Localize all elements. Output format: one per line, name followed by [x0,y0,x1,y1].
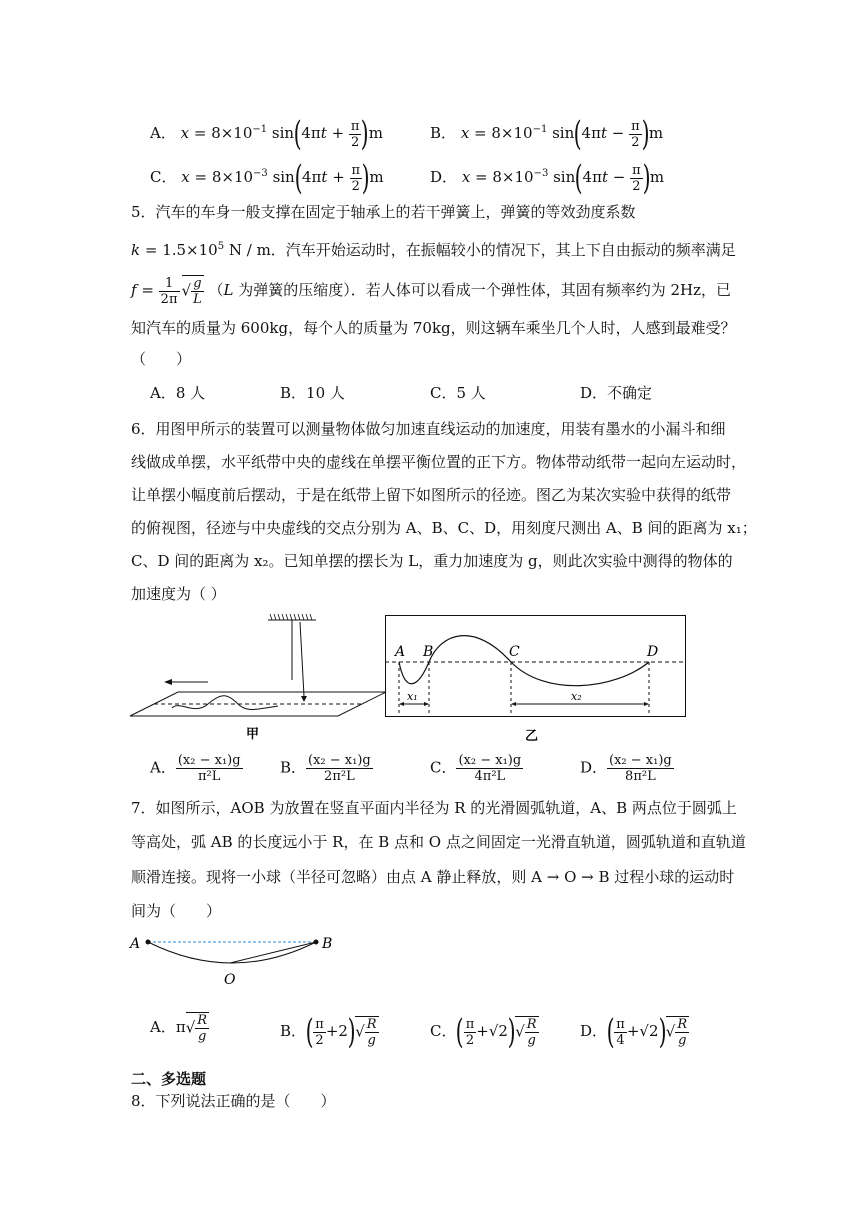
q5-line-3: f = $\frac{1}{2\pi}$ √ $\frac{g}{L}$ （L 为弹簧的压缩度）．若人体可以看成一个弹性体，其固有频率约为 2Hz，已 [131,275,732,307]
q4-option-a[interactable]: A． $x = 8\times 10^{-1}$ sin(4πt + $\frac{\pi}{2}$ )m [150,114,383,154]
q6-line-1: 6．用图甲所示的装置可以测量物体做匀加速直线运动的加速度，用装有墨水的小漏斗和细 [131,420,726,438]
fig-label-d: D [647,644,659,660]
section-heading-multi-choice: 二、多选题 [131,1070,207,1088]
fig-q7-label-b: B [322,936,333,952]
figure-jia [128,612,388,742]
q6-line-3: 让单摆小幅度前后摆动，于是在纸带上留下如图所示的径迹。图乙为某次实验中获得的纸带 [131,486,732,504]
q6-option-b[interactable]: B． $\frac{\text{(x₂ − x₁)g}}{\text{2π²L}}$ [280,753,371,784]
fig-label-a: A [395,644,406,660]
q6-line-4: 的俯视图，径迹与中央虚线的交点分别为 A、B、C、D，用刻度尺测出 A、B 间的距离为 x₁； [131,519,757,537]
q6-line-6: 加速度为（ ） [131,585,226,603]
q5-line-5: （ ） [131,350,192,368]
fig-label-b: B [423,644,434,660]
q7-line-2: 等高处，弧 AB 的长度远小于 R，在 B 点和 O 点之间固定一光滑直轨道，圆弧轨道和直轨道 [131,833,746,851]
fig-label-x2: x₂ [571,690,582,703]
q7-option-a[interactable]: A．π√ $\frac{R}{g}$ [150,1013,208,1044]
figure-yi [385,612,690,747]
q6-line-2: 线做成单摆，水平纸带中央的虚线在单摆平衡位置的正下方。物体带动纸带一起向左运动时， [131,453,747,471]
q4-option-d[interactable]: D． $x = 8\times 10^{-3}$ sin(4πt − $\frac{\pi}{2}$ )m [430,158,665,198]
fig-label-yi: 乙 [525,729,539,744]
q6-line-5: C、D 间的距离为 x₂。已知单摆的摆长为 L，重力加速度为 g，则此次实验中测得的物体的 [131,552,733,570]
q7-line-4: 间为（ ） [131,902,222,920]
fig-label-c: C [509,644,520,660]
q5-option-c[interactable]: C．5 人 [430,384,486,402]
fig-q7-label-a: A [130,936,141,952]
q4-option-b[interactable]: B． $x = 8\times 10^{-1}$ sin(4πt − $\frac{\pi}{2}$ )m [430,114,664,154]
q7-line-1: 7．如图所示，AOB 为放置在竖直平面内半径为 R 的光滑圆弧轨道，A、B 两点位于圆弧上 [131,799,737,817]
q7-option-b[interactable]: B．( $\frac{\pi}{2}$ +2)√ $\frac{R}{g}$ [280,1012,377,1052]
q6-option-d[interactable]: D． $\frac{\text{(x₂ − x₁)g}}{\text{8π²L}}$ [580,753,672,784]
fig-label-jia: 甲 [246,727,260,742]
q7-option-d[interactable]: D．( $\frac{\pi}{4}$ +√2)√ $\frac{R}{g}$ [580,1012,688,1052]
q6-option-c[interactable]: C． $\frac{\text{(x₂ − x₁)g}}{\text{4π²L}}$ [430,753,522,784]
fig-label-x1: x₁ [407,690,418,703]
q6-option-a[interactable]: A． $\frac{\text{(x₂ − x₁)g}}{\text{π²L}}$ [150,753,241,784]
q5-option-d[interactable]: D．不确定 [580,384,653,402]
fig-q7-label-o: O [224,972,236,988]
q5-line-4: 知汽车的质量为 600kg，每个人的质量为 70kg，则这辆车乘坐几个人时，人感到最难受？ [131,319,736,337]
q7-option-c[interactable]: C．( $\frac{\pi}{2}$ +√2)√ $\frac{R}{g}$ [430,1012,537,1052]
q5-option-a[interactable]: A．8 人 [150,384,206,402]
q5-line-1: 5．汽车的车身一般支撑在固定于轴承上的若干弹簧上，弹簧的等效劲度系数 [131,203,636,221]
figure-q7 [128,928,348,990]
q5-line-2: $k = 1.5\times 10^5$ N / m．汽车开始运动时，在振幅较小的情况下，其上下自由振动的频率满足 [131,241,736,259]
q5-option-b[interactable]: B．10 人 [280,384,345,402]
q8-line-1: 8．下列说法正确的是（ ） [131,1092,336,1110]
q4-option-c[interactable]: C． $x = 8\times 10^{-3}$ sin(4πt + $\frac{\pi}{2}$ )m [150,158,384,198]
q7-line-3: 顺滑连接。现将一小球（半径可忽略）由点 A 静止释放，则 A → O → B 过程小球的运动时 [131,868,735,886]
